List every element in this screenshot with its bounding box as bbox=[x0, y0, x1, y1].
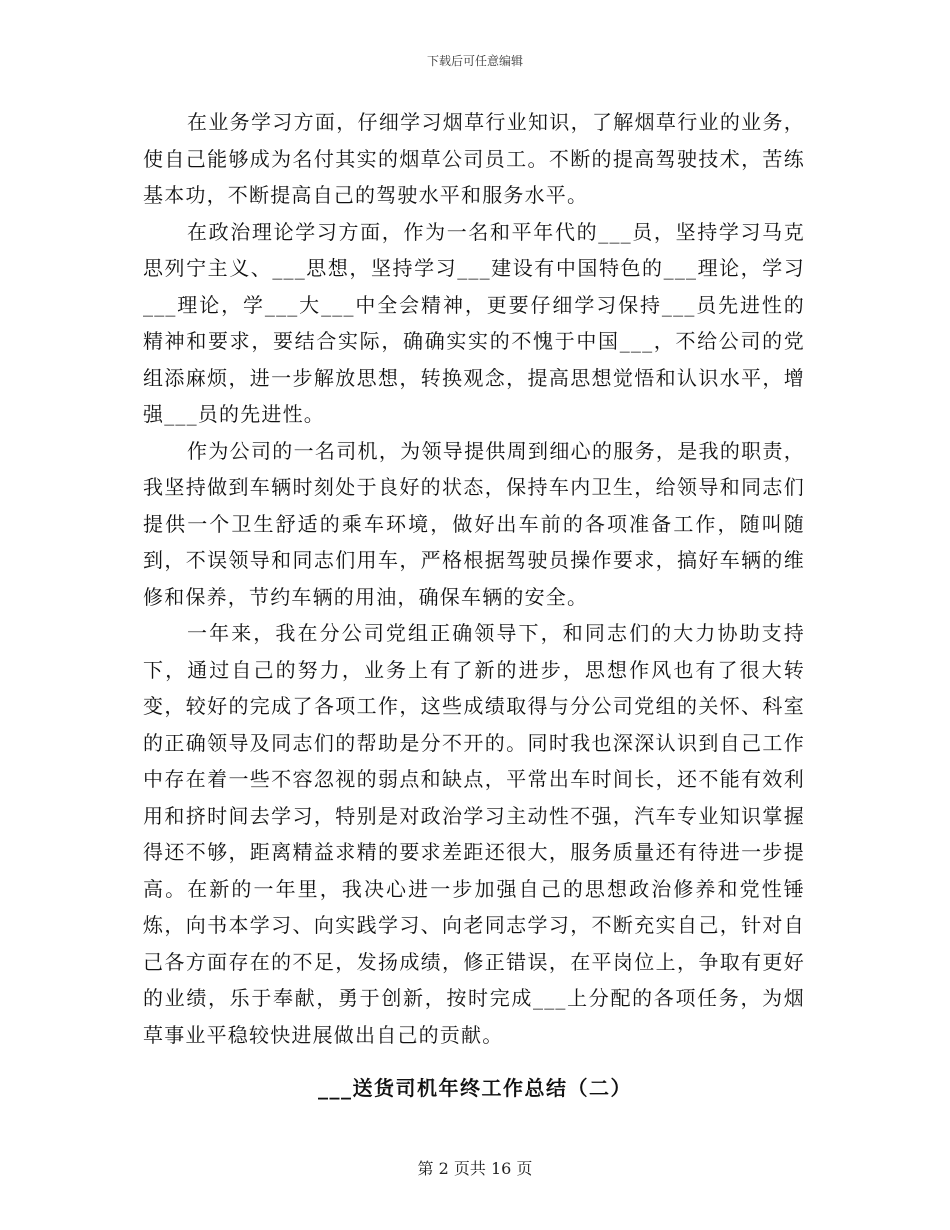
paragraph-business-study: 在业务学习方面，仔细学习烟草行业知识，了解烟草行业的业务，使自己能够成为名付其实的烟草公司员工。不断的提高驾驶技术，苦练基本功，不断提高自己的驾驶水平和服务水平。 bbox=[143, 110, 805, 207]
page-header-note: 下载后可任意编辑 bbox=[426, 54, 523, 68]
paragraph-political-study: 在政治理论学习方面，作为一名和平年代的___员，坚持学习马克思列宁主义、___思想，坚持学习___建设有中国特色的___理论，学习___理论，学___大___中全会精神，更要仔细学习保持___员先进性的精神和要求，要结合实际，确确实实的不愧于中国___，不给公司的党组添麻烦，进一步解放思想，转换观念，提高思想觉悟和认识水平，增强___员的先进性。 bbox=[143, 219, 805, 426]
section-title: ___送货司机年终工作总结（二） bbox=[318, 1076, 632, 1100]
paragraph-year-summary: 一年来，我在分公司党组正确领导下，和同志们的大力协助支持下，通过自己的努力，业务上有了新的进步，思想作风也有了很大转变，较好的完成了各项工作，这些成绩取得与分公司党组的关怀、科室的正确领导及同志们的帮助是分不开的。同时我也深深认识到自己工作中存在着一些不容忽视的弱点和缺点，平常出车时间长，还不能有效利用和挤时间去学习，特别是对政治学习主动性不强，汽车专业知识掌握得还不够，距离精益求精的要求差距还很大，服务质量还有待进一步提高。在新的一年里，我决心进一步加强自己的思想政治修养和党性锤炼，向书本学习、向实践学习、向老同志学习，不断充实自己，针对自己各方面存在的不足，发扬成绩，修正错误，在平岗位上，争取有更好的业绩，乐于奉献，勇于创新，按时完成___上分配的各项任务，为烟草事业平稳较快进展做出自己的贡献。 bbox=[143, 621, 805, 1047]
document-body bbox=[143, 104, 805, 1053]
page-number: 第 2 页共 16 页 bbox=[417, 1159, 533, 1178]
paragraph-driver-duty: 作为公司的一名司机，为领导提供周到细心的服务，是我的职责，我坚持做到车辆时刻处于良好的状态，保持车内卫生，给领导和同志们提供一个卫生舒适的乘车环境，做好出车前的各项准备工作，随叫随到，不误领导和同志们用车，严格根据驾驶员操作要求，搞好车辆的维修和保养，节约车辆的用油，确保车辆的安全。 bbox=[143, 438, 805, 609]
